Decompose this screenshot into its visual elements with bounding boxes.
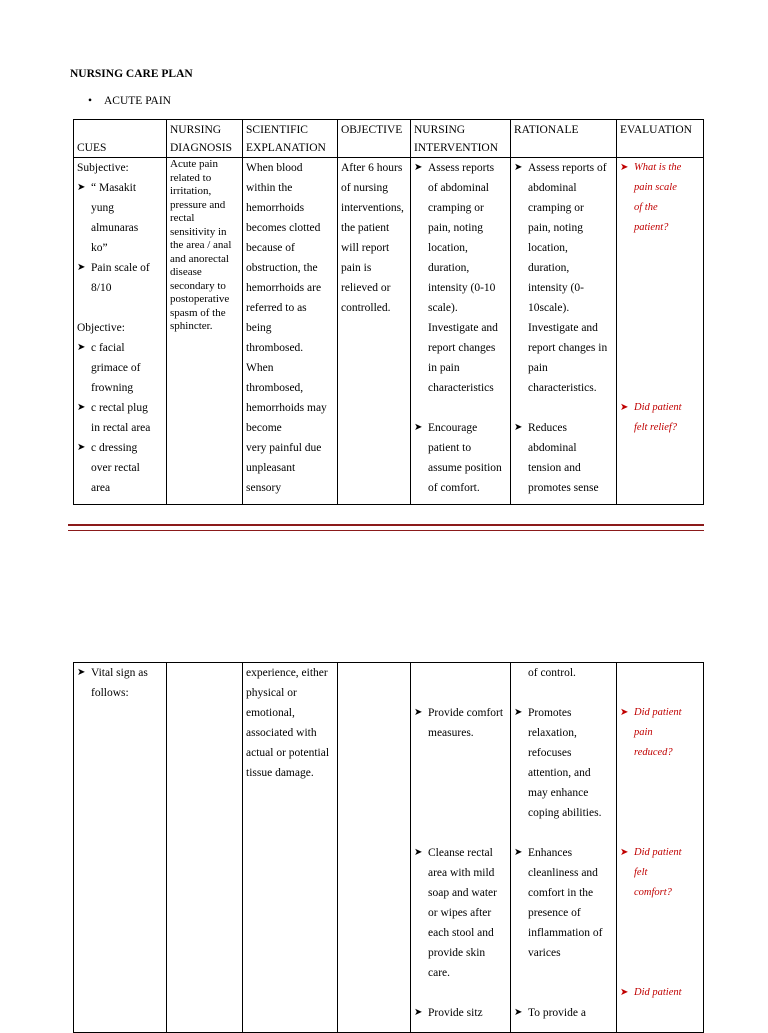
cue-facial-grimace: ➤ c facial grimace of frowning [77,338,163,398]
rationale-cell: ➤ Assess reports of abdominal cramping or pain, noting location, duration, intensity (0- 10scale). Investigate and report changes in pain characteristics. ➤ Reduces abdominal tension and promotes sense [511,158,617,505]
explanation-cell: When blood within the hemorrhoids becomes clotted because of obstruction, the hemorrhoids are referred to as being thrombosed. When thrombosed, hemorrhoids may become very painful due unpleasant sensory [243,158,338,505]
evaluation-pain-reduced: ➤ Did patient pain reduced? [620,703,700,763]
arrow-icon: ➤ [414,847,423,858]
intervention-comfort: ➤ Provide comfort [414,703,507,723]
arrow-icon: ➤ [620,847,629,858]
arrow-icon: ➤ [414,162,423,173]
header-objective: OBJECTIVE [338,120,411,158]
evaluation-cell [617,663,704,1033]
cue-vital-signs: ➤ Vital sign as [77,663,163,683]
care-plan-table-page-1 [73,119,704,505]
intervention-encourage: ➤ Encourage [414,418,507,438]
arrow-icon: ➤ [414,1007,423,1018]
evaluation-pain-scale: ➤ What is the pain scale of the patient? [620,158,700,238]
arrow-icon: ➤ [77,667,86,678]
header-nursing-diagnosis: NURSING DIAGNOSIS [167,120,243,158]
evaluation-cell [617,158,704,505]
rationale-reduces: ➤ Reduces [514,418,613,438]
cues-cell: ➤ Vital sign as follows: [74,663,167,1033]
arrow-icon: ➤ [77,342,86,353]
arrow-icon: ➤ [77,442,86,453]
intervention-cleanse: ➤ Cleanse rectal [414,843,507,863]
arrow-icon: ➤ [620,402,629,413]
page-title: NURSING CARE PLAN [70,68,193,80]
arrow-icon: ➤ [77,402,86,413]
objective-cell: After 6 hours of nursing interventions, the patient will report pain is relieved or controlled. [338,158,411,505]
care-plan-row [74,158,704,505]
header-scientific-explanation: SCIENTIFIC EXPLANATION [243,120,338,158]
arrow-icon: ➤ [620,707,629,718]
arrow-icon: ➤ [620,162,629,173]
diagnosis-cell: Acute pain related to irritation, pressure and rectal sensitivity in the area / anal and anorectal disease secondary to postoperative spasm of the sphincter. [167,158,243,505]
evaluation-relief: ➤ Did patient felt relief? [620,398,700,438]
header-rationale: RATIONALE [511,120,617,158]
arrow-icon: ➤ [620,987,629,998]
rationale-sitz: ➤ To provide a [514,1003,613,1023]
cue-dressing: ➤ c dressing over rectal area [77,438,163,498]
arrow-icon: ➤ [77,182,86,193]
diagnosis-cell [167,663,243,1033]
rationale-promotes: ➤ Promotes [514,703,613,723]
rationale-assess: ➤ Assess reports of [514,158,613,178]
evaluation-sitz: ➤ Did patient [620,983,700,1003]
header-nursing-intervention: NURSING INTERVENTION [411,120,511,158]
cue-rectal-plug: ➤ c rectal plug in rectal area [77,398,163,438]
explanation-cell: experience, either physical or emotional, associated with actual or potential tissue damage. [243,663,338,1033]
care-plan-row [74,663,704,1033]
section-heading-text: ACUTE PAIN [104,95,171,107]
arrow-icon: ➤ [514,422,523,433]
intervention-sitz: ➤ Provide sitz [414,1003,507,1023]
rationale-cell: of control. ➤ Promotes relaxation, refocuses attention, and may enhance coping abilities. ➤ Enhances cleanliness and comfort in the presence of inflammation of varices ➤ To provide a [511,663,617,1033]
subjective-label: Subjective: [77,162,129,174]
section-heading [88,95,171,107]
arrow-icon: ➤ [514,847,523,858]
care-plan-table-page-2 [73,662,704,1033]
page-separator [68,524,704,526]
header-cues: CUES [74,120,167,158]
bullet-icon: • [88,95,93,107]
intervention-cell: ➤ Provide comfort measures. ➤ Cleanse rectal area with mild soap and water or wipes after each stool and provide skin care. ➤ Provide sitz [411,663,511,1033]
intervention-assess: ➤ Assess reports [414,158,507,178]
arrow-icon: ➤ [414,422,423,433]
header-evaluation: EVALUATION [617,120,704,158]
arrow-icon: ➤ [514,162,523,173]
rationale-enhances: ➤ Enhances [514,843,613,863]
cues-cell [74,158,167,505]
objective-label: Objective: [77,322,125,334]
header-row [74,120,704,158]
objective-cell [338,663,411,1033]
arrow-icon: ➤ [514,707,523,718]
arrow-icon: ➤ [514,1007,523,1018]
evaluation-comfort: ➤ Did patient felt comfort? [620,843,700,903]
arrow-icon: ➤ [414,707,423,718]
cue-pain-scale: ➤ Pain scale of 8/10 [77,258,163,298]
page-separator-thin [68,530,704,531]
intervention-cell: ➤ Assess reports of abdominal cramping or pain, noting location, duration, intensity (0-10 scale). Investigate and report changes in pain characteristics ➤ Encourage patient to assume position of comfort. [411,158,511,505]
cue-quote: ➤ “ Masakit yung almunaras ko” [77,178,163,258]
arrow-icon: ➤ [77,262,86,273]
